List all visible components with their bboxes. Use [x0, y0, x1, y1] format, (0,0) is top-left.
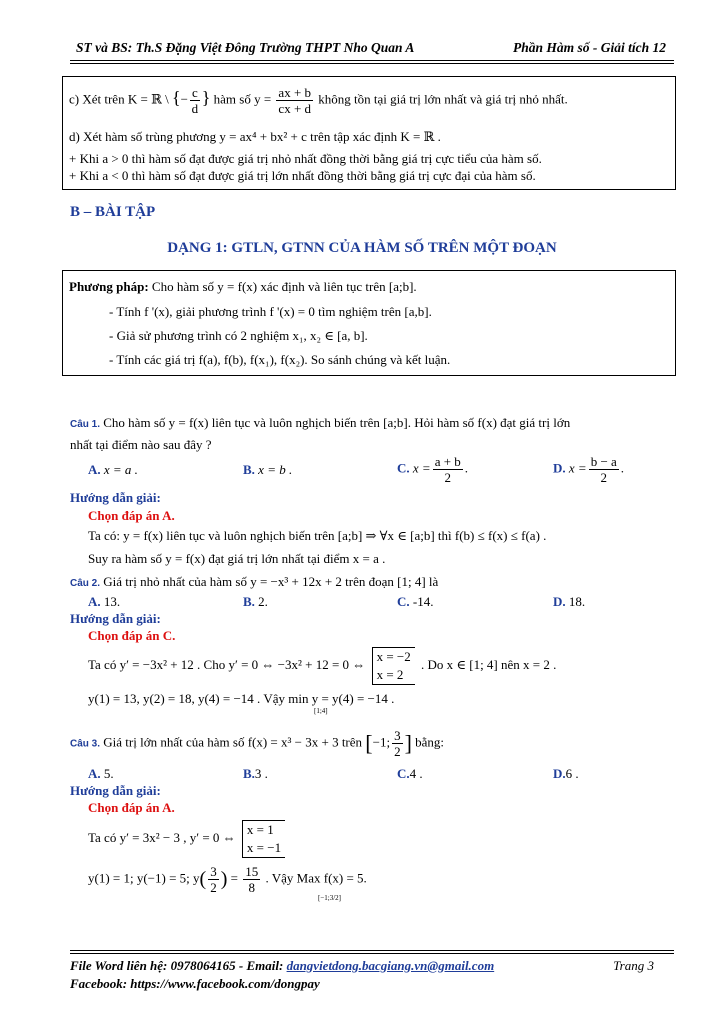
q3-option-a[interactable]: A. 5.	[88, 766, 114, 781]
method-step2: - Giả sử phương trình có 2 nghiệm x₁, x₂ ∈ [a, b].	[109, 328, 368, 343]
theory-box	[62, 76, 676, 190]
q3-tag: Câu 3.	[70, 738, 101, 750]
q2-tag: Câu 2.	[70, 578, 101, 589]
q3-option-b[interactable]: B.3 .	[243, 766, 268, 781]
q3-option-d[interactable]: D.6 .	[553, 766, 579, 781]
theory-plus1: + Khi a > 0 thì hàm số đạt được giá trị nhỏ nhất đồng thời bằng giá trị cực tiểu của hàm số.	[69, 151, 542, 166]
dang1-title: DẠNG 1: GTLN, GTNN CỦA HÀM SỐ TRÊN MỘT ĐOẠN	[167, 240, 557, 256]
header-rule	[70, 60, 674, 61]
q2-option-c[interactable]: C. -14.	[397, 594, 434, 609]
q1-hint-label: Hướng dẫn giải:	[70, 490, 161, 505]
c-set-fraction: $\frac{c}{d}$	[191, 85, 199, 116]
section-b-title: B – BÀI TẬP	[70, 204, 156, 220]
q1-option-b[interactable]: B. x = b .	[243, 462, 293, 477]
q2-answer: Chọn đáp án C.	[88, 628, 176, 643]
page-number: Trang 3	[613, 958, 654, 973]
q1-solution-1: Ta có: y = f(x) liên tục và luôn nghịch biến trên [a;b] ⇒ ∀x ∈ [a;b] thì f(b) ≤ f(x) ≤ f(a) .	[88, 528, 547, 543]
header-rule-2	[70, 63, 674, 64]
q2-solution-2: y(1) = 13, y(2) = 18, y(4) = −14 . Vậy min y = y(4) = −14 .	[88, 691, 395, 706]
footer-rule	[70, 950, 674, 951]
q1-text-line1: Câu 1. Cho hàm số y = f(x) liên tục và luôn nghịch biến trên [a;b]. Hỏi hàm số f(x) đạt giá trị lớn	[70, 415, 571, 430]
footer-rule-2	[70, 953, 674, 954]
q2-case-bracket: x = −2 x = 2	[372, 647, 415, 685]
q2-solution-1: Ta có y′ = −3x² + 12 . Cho y′ = 0 ⇔ −3x² + 12 = 0 ⇔ x = −2 x = 2 . Do x ∈ [1; 4] nên x = 2 .	[88, 647, 556, 685]
q2-option-b[interactable]: B. 2.	[243, 594, 268, 609]
q3-text: Câu 3. Giá trị lớn nhất của hàm số f(x) = x³ − 3x + 3 trên [−1; $\frac{3}{2}$ ] bằng:	[70, 728, 445, 759]
q3-answer: Chọn đáp án A.	[88, 800, 175, 815]
q2-option-d[interactable]: D. 18.	[553, 594, 586, 609]
theory-plus2: + Khi a < 0 thì hàm số đạt được giá trị lớn nhất đồng thời bằng giá trị cực đại của hàm số.	[69, 168, 536, 183]
q3-option-c[interactable]: C.4 .	[397, 766, 423, 781]
theory-c-line: c) Xét trên K = ℝ \ {− $\frac{c}{d}$ } hàm số y = $\frac{ax + b}{cx + d}$ không tồn tại giá trị lớn nhất và giá trị nhỏ nhất.	[69, 85, 568, 116]
q1-tag: Câu 1.	[70, 419, 101, 430]
q1-solution-2: Suy ra hàm số y = f(x) đạt giá trị lớn nhất tại điểm x = a .	[88, 551, 386, 566]
q1-text-line2: nhất tại điểm nào sau đây ?	[70, 437, 212, 452]
q1-option-a[interactable]: A. x = a .	[88, 462, 138, 477]
q1-answer: Chọn đáp án A.	[88, 508, 175, 523]
q1-option-c[interactable]: C. x = $\frac{a + b}{2}$ .	[397, 454, 469, 485]
method-step3: - Tính các giá trị f(a), f(b), f(x₁), f(x₂). So sánh chúng và kết luận.	[109, 352, 451, 367]
footer-facebook: Facebook: https://www.facebook.com/dongpay	[70, 976, 320, 991]
page-header	[76, 40, 666, 56]
q2-option-a[interactable]: A. 13.	[88, 594, 121, 609]
method-box	[62, 270, 676, 376]
q1-option-d[interactable]: D. x = $\frac{b - a}{2}$ .	[553, 454, 625, 485]
q3-solution-2: y(1) = 1; y(−1) = 5; y( $\frac{3}{2}$ ) = $\frac{15}{8}$ . Vậy Max f(x) = 5.	[88, 864, 367, 895]
method-step1: - Tính f '(x), giải phương trình f '(x) = 0 tìm nghiệm trên [a,b].	[109, 304, 432, 319]
header-left: ST và BS: Th.S Đặng Việt Đông Trường THPT Nho Quan A	[76, 40, 415, 55]
header-right: Phần Hàm số - Giải tích 12	[512, 40, 666, 55]
footer-line1: File Word liên hệ: 0978064165 - Email: dangvietdong.bacgiang.vn@gmail.com Trang 3	[70, 958, 654, 973]
method-intro: Phương pháp: Cho hàm số y = f(x) xác định và liên tục trên [a;b].	[69, 279, 417, 294]
footer-email-link[interactable]: dangvietdong.bacgiang.vn@gmail.com	[286, 958, 495, 973]
q2-hint-label: Hướng dẫn giải:	[70, 611, 161, 626]
c-func-fraction: $\frac{ax + b}{cx + d}$	[278, 85, 312, 116]
q3-solution-1: Ta có y′ = 3x² − 3 , y′ = 0 ⇔ x = 1 x = −1	[88, 820, 288, 858]
q3-max-subscript: [−1;3/2]	[318, 894, 341, 902]
q2-min-subscript: [1;4]	[314, 707, 328, 715]
q3-case-bracket: x = 1 x = −1	[242, 820, 285, 858]
theory-d-line: d) Xét hàm số trùng phương y = ax⁴ + bx² + c trên tập xác định K = ℝ .	[69, 129, 441, 144]
q2-text: Câu 2. Giá trị nhỏ nhất của hàm số y = −x³ + 12x + 2 trên đoạn [1; 4] là	[70, 574, 439, 589]
q3-hint-label: Hướng dẫn giải:	[70, 783, 161, 798]
